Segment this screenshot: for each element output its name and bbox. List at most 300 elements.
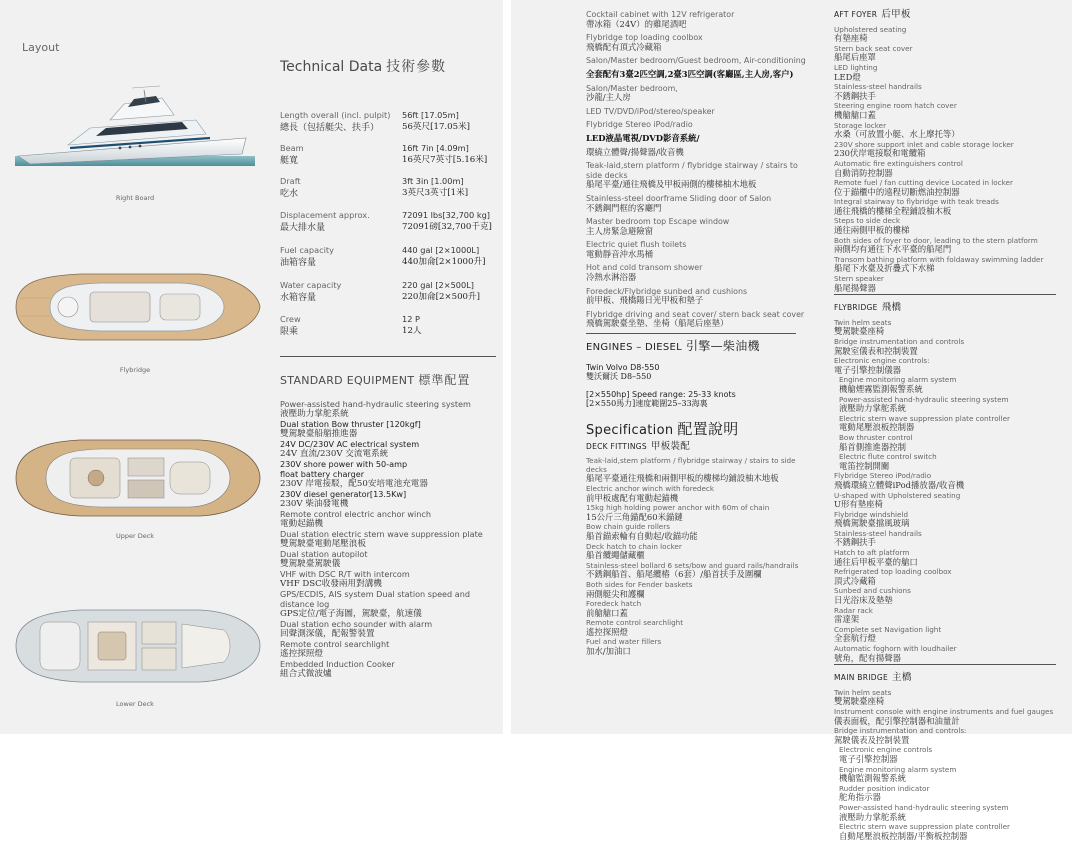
spec-value: 440 gal [2×1000L] bbox=[402, 245, 480, 255]
item-en: Salon/Master bedroom/Guest bedroom, Air-conditioning bbox=[586, 56, 806, 66]
item-zh: 雙駕駛臺座椅 bbox=[834, 696, 885, 707]
item-en: Salon/Master bedroom, bbox=[586, 83, 678, 93]
engine-model-zh: 雙沃爾沃 D8–550 bbox=[586, 372, 652, 382]
item-zh: 日光浴床及墊墊 bbox=[834, 595, 893, 606]
spec-label-zh: 艇寬 bbox=[280, 156, 299, 166]
equip-item bbox=[280, 549, 498, 569]
item-en: 230V shore support inlet and cable storage locker bbox=[834, 139, 1014, 149]
list-item bbox=[834, 472, 1060, 489]
item-en: Master bedroom top Escape window bbox=[586, 217, 730, 227]
spec-value-zh: 3英尺3英寸[1米] bbox=[402, 188, 469, 198]
item-en: Electric quiet flush toilets bbox=[586, 240, 687, 250]
technical-title-en: Technical Data bbox=[280, 59, 383, 75]
item-zh: 電子引擎控制器 bbox=[839, 753, 898, 764]
item-en: Electronic engine controls bbox=[839, 745, 933, 755]
upper-deck-plan-drawing bbox=[10, 428, 260, 528]
item-en: Stern speaker bbox=[834, 274, 884, 284]
list-item bbox=[834, 338, 1060, 355]
layout-label: Layout bbox=[22, 41, 60, 54]
item-en: U-shaped with Upholstered seating bbox=[834, 490, 961, 500]
section-title-en: ENGINES – DIESEL bbox=[586, 342, 683, 354]
item-zh: 電笛控制開關 bbox=[839, 460, 890, 471]
item-en: Power-assisted hand-hydraulic steering system bbox=[839, 394, 1009, 404]
spec-label-zh: 水箱容量 bbox=[280, 293, 317, 303]
item-en: Complete set Navigation light bbox=[834, 624, 942, 634]
item-en: Upholstered seating bbox=[834, 24, 907, 34]
item-en: Automatic fire extinguishers control bbox=[834, 158, 963, 168]
spec-value-zh: 220加侖[2×500升] bbox=[402, 292, 480, 302]
item-zh-bold: LED液晶電視/DVD影音系統/ bbox=[586, 132, 700, 143]
caption-flybridge: Flybridge bbox=[119, 366, 151, 374]
section-title-en: MAIN BRIDGE bbox=[834, 673, 889, 683]
item-zh: 船尾后座罩 bbox=[834, 52, 876, 63]
item-zh: 不銹鋼船首、船尾纜樁（6套）/船首扶手及圍欄 bbox=[586, 569, 762, 580]
item-zh-bold: 全套配有3臺2匹空調,2臺3匹空調(客廳區,主人房,客户) bbox=[586, 68, 794, 79]
item-zh: 不銹鋼門框的客廳門 bbox=[586, 202, 662, 213]
item-zh: 位于錨櫃中的遠程切斷燃油控制器 bbox=[834, 186, 960, 197]
item-en: Electric stern wave suppression plate controller bbox=[839, 413, 1010, 423]
equip-zh: GPS定位/電子海圖，駕駛臺，航速儀 bbox=[280, 609, 422, 619]
list-item bbox=[586, 161, 806, 190]
spec-value-zh: 56英尺[17.05米] bbox=[402, 122, 471, 132]
list-item bbox=[586, 84, 806, 103]
item-en: Both sides for Fender baskets bbox=[586, 579, 693, 589]
engine-speed-zh: [2×550馬力]速度範圍25–33海裏 bbox=[586, 399, 708, 409]
standard-equipment-title bbox=[280, 371, 470, 388]
list-item bbox=[834, 45, 1060, 62]
item-en: Refrigerated top loading coolbox bbox=[834, 567, 952, 577]
item-en: Hatch to aft platform bbox=[834, 548, 910, 558]
equip-zh: 24V 直流/230V 交流電系統 bbox=[280, 449, 389, 459]
boat-upper-deck-view bbox=[10, 428, 260, 548]
section-title-zh: 后甲板 bbox=[881, 9, 911, 20]
section-title bbox=[586, 420, 806, 438]
list-item bbox=[834, 492, 1060, 509]
spec-label-zh: 吃水 bbox=[280, 189, 299, 199]
item-en: Bridge instrumentation and controls: bbox=[834, 726, 967, 736]
list-item bbox=[834, 256, 1060, 273]
item-en: Electric flute control switch bbox=[839, 452, 937, 462]
spec-value: 3ft 3in [1.00m] bbox=[402, 176, 464, 186]
item-en: Bow thruster control bbox=[839, 432, 913, 442]
spec-label: Displacement approx. bbox=[280, 210, 370, 220]
list-item bbox=[586, 287, 806, 306]
section-title-zh: 引擎—柴油機 bbox=[686, 339, 760, 354]
item-en: Transom bathing platform with foldaway swimming ladder bbox=[834, 254, 1044, 264]
section-title-zh: 配置說明 bbox=[677, 420, 739, 438]
list-item bbox=[834, 122, 1060, 139]
spec-label: Length overall (incl. pulpit) bbox=[280, 110, 391, 120]
equip-item bbox=[280, 659, 498, 679]
item-en: LED lighting bbox=[834, 62, 878, 72]
list-item bbox=[586, 310, 806, 329]
item-zh: 儀表面板，配引擎控制器和油量計 bbox=[834, 715, 960, 726]
equip-item bbox=[280, 529, 498, 549]
list-item bbox=[834, 102, 1060, 119]
equip-en: VHF with DSC R/T with intercom bbox=[280, 569, 410, 579]
list-item bbox=[834, 708, 1060, 725]
standard-equipment-list bbox=[280, 399, 498, 679]
flybridge-plan-drawing bbox=[10, 262, 260, 352]
list-item bbox=[834, 83, 1060, 100]
list-item bbox=[834, 785, 1060, 802]
item-zh: 自動尾壓浪板控制器/平衡板控制器 bbox=[839, 830, 968, 841]
item-en: Electronic engine controls: bbox=[834, 356, 930, 366]
equip-item bbox=[280, 489, 498, 509]
list-item bbox=[834, 319, 1060, 336]
item-en: Instrument console with engine instruments and fuel gauges bbox=[834, 706, 1054, 716]
equip-zh: 液壓助力掌舵系統 bbox=[280, 409, 349, 419]
right-column-2 bbox=[834, 10, 1060, 842]
spec-label: Draft bbox=[280, 176, 301, 186]
list-item bbox=[834, 689, 1060, 706]
item-en: Steering engine room hatch cover bbox=[834, 101, 957, 111]
list-item bbox=[586, 581, 806, 598]
item-zh: LED燈 bbox=[834, 71, 861, 82]
item-en: Steps to side deck bbox=[834, 216, 901, 226]
item-zh: 船尾揚聲器 bbox=[834, 282, 876, 293]
item-zh: 雙駕駛臺座椅 bbox=[834, 326, 885, 337]
list-item bbox=[834, 804, 1060, 821]
item-en: Integral stairway to flybridge with teak treads bbox=[834, 197, 999, 207]
item-en: Stern back seat cover bbox=[834, 43, 913, 53]
spec-label: Fuel capacity bbox=[280, 245, 334, 255]
item-zh: U形有墊座椅 bbox=[834, 499, 883, 510]
item-zh: 通往飛橋的樓梯全程鋪設柚木板 bbox=[834, 205, 952, 216]
spec-value: 12 P bbox=[402, 314, 420, 324]
list-item bbox=[586, 562, 806, 579]
item-zh: 液壓助力掌舵系統 bbox=[839, 811, 906, 822]
item-zh: 電動靜音沖水馬桶 bbox=[586, 248, 653, 259]
list-item bbox=[834, 275, 1060, 292]
equip-zh: 回聲測深儀，配報警裝置 bbox=[280, 629, 375, 639]
engines-block bbox=[586, 363, 806, 409]
equip-en: Dual station Bow thruster [120kgf] bbox=[280, 419, 421, 429]
item-zh: 機艙煙霧監測報警系統 bbox=[839, 383, 923, 394]
divider bbox=[280, 356, 496, 357]
equip-en: Remote control searchlight bbox=[280, 639, 390, 649]
spec-label: Water capacity bbox=[280, 280, 342, 290]
spec-value-zh: 16英尺7英寸[5.16米] bbox=[402, 155, 488, 165]
list-item bbox=[834, 549, 1060, 566]
item-zh: 號角，配有揚聲器 bbox=[834, 652, 901, 663]
item-zh: 雷達架 bbox=[834, 614, 860, 625]
list-item bbox=[586, 33, 806, 52]
equip-item bbox=[280, 399, 498, 419]
equip-item bbox=[280, 619, 498, 639]
list-item bbox=[586, 600, 806, 617]
list-item bbox=[834, 587, 1060, 604]
list-item bbox=[834, 198, 1060, 215]
item-zh: 船尾平臺/通往飛橋及甲板兩側的樓梯柚木地板 bbox=[586, 179, 757, 190]
item-en: Automatic foghorn with loudhailer bbox=[834, 644, 957, 653]
list-item bbox=[586, 148, 806, 158]
equip-en: Dual station autopilot bbox=[280, 549, 368, 559]
equip-zh: 組合式微波爐 bbox=[280, 669, 332, 679]
spec-value-zh: 72091磅[32,700千克] bbox=[402, 222, 492, 232]
item-zh: 通往后甲板平臺的艙口 bbox=[834, 556, 918, 567]
item-zh: 飛橋駕駛臺坐墊、坐椅（船尾后座墊） bbox=[586, 318, 729, 329]
equip-en: 230V shore power with 50-amp bbox=[280, 459, 408, 469]
item-zh: 主人房緊急避險窗 bbox=[586, 225, 653, 236]
list-item bbox=[834, 415, 1060, 432]
list-item bbox=[834, 357, 1060, 374]
technical-title-zh: 技術參數 bbox=[386, 59, 447, 75]
item-zh: 電動尾壓浪板控制器 bbox=[839, 422, 915, 433]
item-en: Cocktail cabinet with 12V refrigerator bbox=[586, 10, 735, 19]
equip-item bbox=[280, 459, 498, 469]
equip-zh: 230V 柴油發電機 bbox=[280, 499, 349, 509]
divider bbox=[834, 294, 1056, 295]
boat-side-drawing bbox=[10, 60, 260, 190]
engine-speed: [2×550hp] Speed range: 25-33 knots bbox=[586, 389, 736, 399]
divider bbox=[586, 333, 796, 334]
list-item bbox=[834, 568, 1060, 585]
boat-side-view bbox=[10, 60, 260, 210]
item-en: Stainless-steel handrails bbox=[834, 82, 922, 92]
section-title-zh: 甲板裝配 bbox=[650, 440, 691, 452]
equip-zh: 230V 岸電接駁，配50安培電池充電器 bbox=[280, 479, 428, 489]
list-item bbox=[834, 434, 1060, 451]
left-page bbox=[0, 0, 503, 734]
list-item bbox=[586, 457, 806, 483]
item-en: Stainless-steel bollard 6 sets/bow and guard rails/handrails bbox=[586, 560, 799, 570]
item-zh: 230伏岸電接駁和電纜箱 bbox=[834, 148, 926, 159]
list-item bbox=[834, 160, 1060, 177]
item-zh: 頂式冷藏箱 bbox=[834, 575, 876, 586]
list-item bbox=[834, 237, 1060, 254]
equip-en: 230V diesel generator[13.5Kw] bbox=[280, 489, 407, 499]
equip-zh: 雙駕駛臺船艏推進器 bbox=[280, 429, 358, 439]
item-en: Teak-laid,stem platform / flybridge stairway / stairs to side decks bbox=[586, 456, 796, 474]
section-title bbox=[586, 339, 806, 354]
list-item bbox=[834, 766, 1060, 783]
equip-en: float battery charger bbox=[280, 469, 365, 479]
item-zh: 前甲板、飛橋陽日光甲板和墊子 bbox=[586, 295, 704, 306]
lower-deck-plan-drawing bbox=[10, 600, 260, 692]
list-item bbox=[834, 823, 1060, 840]
item-zh: 沙龍/主人房 bbox=[586, 92, 631, 103]
list-item bbox=[586, 134, 806, 144]
standard-title-en: STANDARD EQUIPMENT bbox=[280, 374, 415, 387]
equip-item bbox=[280, 639, 498, 659]
list-item bbox=[834, 217, 1060, 234]
equip-en: Dual station electric stern wave suppression plate bbox=[280, 529, 483, 539]
boat-lower-deck-view bbox=[10, 600, 260, 715]
section-title bbox=[834, 10, 1060, 20]
spec-label-zh: 總長（包括艇尖、扶手） bbox=[280, 123, 380, 133]
spec-label-zh: 限乘 bbox=[280, 327, 299, 337]
item-en: Stainless-steel doorframe Sliding door of Salon bbox=[586, 193, 772, 203]
equip-item bbox=[280, 469, 498, 489]
section-title-zh: 飛橋 bbox=[881, 302, 902, 314]
section-title-en: DECK FITTINGS bbox=[586, 441, 647, 451]
item-zh: 環繞立體聲/揚聲器/收音機 bbox=[586, 146, 684, 157]
list-item bbox=[834, 626, 1060, 643]
equip-zh: 雙駕駛臺電動尾壓浪板 bbox=[280, 539, 366, 549]
item-en: Electric stern wave suppression plate controller bbox=[839, 822, 1010, 832]
list-item bbox=[586, 107, 806, 117]
spec-value: 72091 lbs[32,700 kg] bbox=[402, 210, 490, 220]
item-zh: 前艙艙口蓋 bbox=[586, 607, 628, 618]
equip-en: Power-assisted hand-hydraulic steering system bbox=[280, 399, 471, 409]
item-en: Twin helm seats bbox=[834, 317, 892, 327]
item-zh: 飛橋駕駛臺擋風玻璃 bbox=[834, 518, 910, 529]
list-item bbox=[586, 217, 806, 236]
caption-lower-deck: Lower Deck bbox=[116, 700, 154, 708]
list-item bbox=[834, 727, 1060, 744]
item-zh: 遙控探照燈 bbox=[586, 626, 628, 637]
list-item bbox=[586, 543, 806, 560]
spec-value: 56ft [17.05m] bbox=[402, 110, 459, 120]
spec-value-zh: 12人 bbox=[402, 326, 422, 336]
right-column-1 bbox=[586, 10, 806, 658]
item-en: Twin helm seats bbox=[834, 687, 892, 697]
equip-en: GPS/ECDIS, AIS system Dual station speed and distance log bbox=[280, 589, 470, 609]
item-en: Flybridge top loading coolbox bbox=[586, 33, 703, 43]
item-en: Foredeck hatch bbox=[586, 599, 642, 609]
item-zh: 電子引擎控制儀器 bbox=[834, 364, 901, 375]
list-item bbox=[834, 645, 1060, 662]
spec-label: Beam bbox=[280, 143, 304, 153]
item-zh: 不銹鋼扶手 bbox=[834, 90, 876, 101]
list-item bbox=[834, 396, 1060, 413]
list-item bbox=[586, 523, 806, 540]
item-zh: 有墊座椅 bbox=[834, 33, 868, 44]
item-en: Rudder position indicator bbox=[839, 783, 930, 793]
boat-flybridge-view bbox=[10, 262, 260, 377]
spec-value: 16ft 7in [4.09m] bbox=[402, 143, 469, 153]
item-zh: 船首纜繩儲藏櫃 bbox=[586, 550, 645, 561]
list-item bbox=[834, 64, 1060, 81]
equip-item bbox=[280, 509, 498, 529]
list-item bbox=[586, 240, 806, 259]
equip-item bbox=[280, 439, 498, 459]
item-zh: 自動消防控制器 bbox=[834, 167, 893, 178]
section-title bbox=[586, 442, 806, 452]
list-item bbox=[586, 120, 806, 130]
item-zh: 船尾下水臺及折疊式下水梯 bbox=[834, 263, 935, 274]
right-page bbox=[511, 0, 1072, 841]
spec-value: 220 gal [2×500L] bbox=[402, 280, 474, 290]
item-zh: 舵角指示器 bbox=[839, 792, 881, 803]
equip-zh: VHF DSC收發兩用對講機 bbox=[280, 579, 382, 589]
item-zh: 船首錨索輪有自動起/收錨功能 bbox=[586, 530, 698, 541]
spec-value-zh: 440加侖[2×1000升] bbox=[402, 257, 486, 267]
equip-en: Dual station echo sounder with alarm bbox=[280, 619, 433, 629]
list-item bbox=[834, 453, 1060, 470]
item-zh: 液壓助力掌舵系統 bbox=[839, 403, 906, 414]
item-en: Bridge instrumentation and controls bbox=[834, 337, 965, 346]
list-item bbox=[586, 56, 806, 66]
item-en: Power-assisted hand-hydraulic steering system bbox=[839, 802, 1009, 812]
equip-en: 24V DC/230V AC electrical system bbox=[280, 439, 420, 449]
list-item bbox=[834, 511, 1060, 528]
list-item bbox=[834, 746, 1060, 763]
item-zh: 前甲板處配有電動起錨機 bbox=[586, 492, 679, 503]
caption-upper-deck: Upper Deck bbox=[115, 532, 155, 540]
list-item bbox=[586, 638, 806, 655]
section-title-en: Specification bbox=[586, 423, 674, 438]
item-zh: 飛橋環繞立體聲iPod播放器/收音機 bbox=[834, 479, 965, 490]
caption-right-board: Right Board bbox=[115, 194, 155, 202]
item-en: 15kg high holding power anchor with 60m of chain bbox=[586, 503, 770, 513]
item-zh: 機艙艙口蓋 bbox=[834, 109, 876, 120]
item-en: Fuel and water fillers bbox=[586, 637, 662, 647]
item-en: Storage locker bbox=[834, 120, 887, 130]
item-en: Flybridge windshield bbox=[834, 509, 909, 519]
section-title-en: FLYBRIDGE bbox=[834, 303, 878, 313]
list-item bbox=[586, 263, 806, 282]
equip-zh: 遙控探照燈 bbox=[280, 649, 323, 659]
item-zh: 兩側艇尖和護欄 bbox=[586, 588, 645, 599]
technical-data-title bbox=[280, 56, 446, 76]
item-zh: 帶冰箱（24V）的雞尾酒吧 bbox=[586, 18, 687, 29]
item-en: Flybridge Stereo iPod/radio bbox=[586, 120, 693, 130]
item-en: LED TV/DVD/iPod/stereo/speaker bbox=[586, 106, 715, 116]
item-zh: 船首側推進器控制 bbox=[839, 441, 906, 452]
item-zh: 駕駛室儀表和控制裝置 bbox=[834, 345, 918, 356]
item-zh: 駕駛儀表及控制裝置 bbox=[834, 734, 910, 745]
equip-zh: 電動起錨機 bbox=[280, 519, 323, 529]
item-zh: 加水/加油口 bbox=[586, 646, 631, 657]
item-zh: 船尾平臺通往飛橋和兩側甲板的樓梯均鋪設柚木地板 bbox=[586, 473, 779, 484]
list-item bbox=[586, 10, 806, 29]
equip-item bbox=[280, 569, 498, 589]
item-en: Both sides of foyer to door, leading to the stern platform bbox=[834, 235, 1038, 245]
equip-zh: 雙駕駛臺駕駛儀 bbox=[280, 559, 341, 569]
item-en: Remote control searchlight bbox=[586, 618, 684, 628]
section-title bbox=[834, 673, 1060, 683]
spec-label: Crew bbox=[280, 314, 301, 324]
equip-en: Remote control electric anchor winch bbox=[280, 509, 431, 519]
list-item bbox=[834, 26, 1060, 43]
standard-title-zh: 標準配置 bbox=[418, 373, 471, 387]
item-en: Deck hatch to chain locker bbox=[586, 541, 682, 551]
engine-model: Twin Volvo D8-550 bbox=[586, 362, 660, 372]
item-en: Teak-laid,stern platform / flybridge stairway / stairs to side decks bbox=[586, 161, 798, 180]
item-zh: 水桑（可放置小艇、水上摩托等） bbox=[834, 129, 960, 140]
item-en: Remote fuel / fan cutting device Located in locker bbox=[834, 178, 1013, 188]
item-zh: 兩側均有通往下水平臺的船尾門 bbox=[834, 244, 952, 255]
item-zh: 不銹鋼扶手 bbox=[834, 537, 876, 548]
item-zh: 冷熱水淋浴器 bbox=[586, 272, 637, 283]
list-item bbox=[586, 70, 806, 80]
item-zh: 15公斤三角錨配60米錨鏈 bbox=[586, 511, 683, 522]
section-title-zh: 主橋 bbox=[892, 672, 912, 684]
list-item bbox=[586, 619, 806, 636]
item-en: Bow chain guide rollers bbox=[586, 522, 670, 532]
list-item bbox=[834, 607, 1060, 624]
list-item bbox=[834, 141, 1060, 158]
equip-en: Embedded Induction Cooker bbox=[280, 659, 395, 669]
item-en: Electric anchor winch with foredeck bbox=[586, 483, 715, 493]
equip-item bbox=[280, 589, 498, 619]
list-item bbox=[586, 504, 806, 521]
spec-label-zh: 油箱容量 bbox=[280, 258, 317, 268]
item-zh: 全套航行燈 bbox=[834, 633, 876, 644]
item-zh: 通往兩側甲板的樓梯 bbox=[834, 225, 910, 236]
section-title bbox=[834, 303, 1060, 313]
item-en: Engine monitoring alarm system bbox=[839, 764, 957, 774]
item-en: Hot and cold transom shower bbox=[586, 263, 703, 273]
item-en: Engine monitoring alarm system bbox=[839, 375, 957, 385]
item-en: Radar rack bbox=[834, 605, 873, 615]
list-item bbox=[834, 530, 1060, 547]
section-title-en: AFT FOYER bbox=[834, 10, 878, 19]
item-en: Flybridge Stereo iPod/radio bbox=[834, 471, 932, 481]
list-item bbox=[586, 485, 806, 502]
